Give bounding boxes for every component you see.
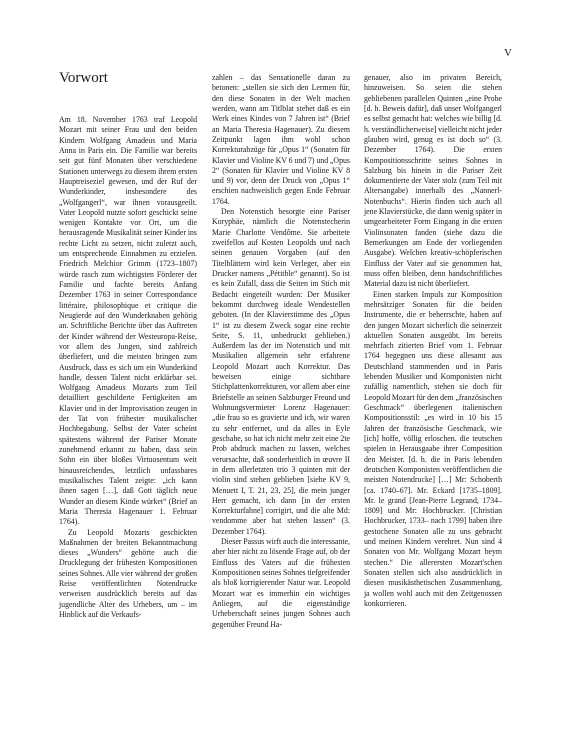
paragraph: zahlen – das Sensationelle daran zu betonen: „stellen sie sich den Lermen für, den diese Sonaten in der Welt machen werden, wann am Titlblat stehet daß es ein Werk eines Kindes von 7 Jahren ist“ (Brief an Maria Theresia Hagenauer). Zu diesem Zeitpunkt lagen ihm wohl schon Korrekturabzüge für „Opus 1“ (Sonaten für Klavier und Violine KV 6 und 7) und „Opus 2“ (Sonaten für Klavier und Violine KV 8 und 9) vor, denn der Druck von „Opus 1“ erschien nachweislich gegen Ende Februar 1764. bbox=[212, 73, 350, 206]
paragraph: Einen starken Impuls zur Komposition mehrsätziger Sonaten für die beiden Instrumente, die er beherrschte, haben auf den jungen Mozart sicherlich die seinerzeit aktuellen Sonaten ausgeübt. Im bereits mehrfach zitierten Brief vom 1. Februar 1764 begegnen uns diese allesamt aus Deutschland stammenden und in Paris lebenden Musiker und Komponisten nicht zufällig namentlich, stehen sie doch für Leopold Mozart für den dem „französischen Geschmack“ überlegenen italienischen Kompositionsstil: „es wird in 10 bis 15 Jahren der französische Geschmack, wie [ich] hoffe, völlig erloschen. die teutschen spielen in Herausgaabe ihrer Composition den Meister. [d. h. die in Paris lebenden deutschen Komponisten veröffentlichen die meisten Notendrucke] […] Mr: Schoberth [ca. 1740–67]. Mr. Eckard [1735–1809]. Mr. le grand [Jean-Pierre Legrand, 1734–1809] und Mr: Hochbrucker. [Christian Hochbrucker, 1733– nach 1799] haben ihre gestochene Sonaten alle zu uns gebracht und meinen Kindern verehret. Nun sind 4 Sonaten von Mr. Wolfgang Mozart beym stechen.“ Die allerersten Mozart'schen Sonaten stellen sich also ausdrücklich in diesen musikästhetischen Zusammenhang, ja wollen wohl auch mit den Zeitgenossen konkurrieren. bbox=[364, 289, 502, 608]
text-column-2 bbox=[212, 73, 350, 630]
text-column-3 bbox=[364, 73, 502, 609]
page-heading: Vorwort bbox=[59, 70, 108, 86]
paragraph: Dieser Passus wirft auch die interessante, aber hier nicht zu lösende Frage auf, ob der Einfluss des Vaters auf die frühesten Kompositionen seines Sohnes tiefgreifender als bloß korrigierender Natur war. Leopold Mozart war es immerhin ein wichtiges Anliegen, auf die eigenständige Urheberschaft seines jungen Sohnes auch gegenüber Freund Ha- bbox=[212, 537, 350, 629]
paragraph: genauer, also im privaten Bereich, hinzuweisen. So seien die stehen gebliebenen parallelen Quinten „eine Probe [d. h. Beweis dafür], daß unser Wolfgangerl es selbst gemacht hat: welches wie billig [d. h. verständlicherweise] vielleicht nicht jeder glauben wird, genug es ist doch so“ (3. Dezember 1764). Die ersten Kompositionsschritte seines Sohnes in Salzburg bis hinein in die Pariser Zeit dokumentierte der Vater stolz (zum Teil mit Altersangabe) innerhalb des „Nannerl-Notenbuchs“. Hierin finden sich auch all jene Klavierstücke, die dann wenig später in umgearbeiteter Form Eingang in die ersten Violinsonaten fanden (siehe dazu die Bemerkungen am Ende der vorliegenden Ausgabe). Welchen kreativ-schöpferischen Einfluss der Vater auf sie genommen hat, muss offen bleiben, denn handschriftliches Material dazu ist nicht überliefert. bbox=[364, 73, 502, 289]
page-number: V bbox=[504, 47, 512, 59]
paragraph: Am 18. November 1763 traf Leopold Mozart mit seiner Frau und den beiden Kindern Wolfgang Amadeus und Maria Anna in Paris ein. Die Familie war bereits seit gut fünf Monaten über verschiedene Stationen unterwegs zu diesem ihrem ersten Hauptreiseziel gewesen, und der Ruf der Wunderkinder, insbesondere des „Wolfgangerl“, war ihnen vorausgeeilt. Vater Leopold nutzte sofort geschickt seine wenigen Kontakte vor Ort, um die herausragende Musikalität seiner Kinder ins rechte Licht zu setzen, nicht zuletzt auch, um entsprechende Einnahmen zu erzielen. Friedrich Melchior Grimm (1723–1807) würde rasch zum wichtigsten Förderer der Familie und fachte bereits Anfang Dezember 1763 in seiner Correspondance littéraire, philosophique et critique die Neugierde auf den Wunderknaben gehörig an. Schriftliche Berichte über das Auftreten der Kinder während der Westeuropa-Reise, vor allem des Jungen, sind zahlreich überliefert, und die meisten bringen zum Ausdruck, dass es sich um ein Wunderkind handle, dessen Talent nicht erklärbar sei. Wolfgang Amadeus Mozarts zum Teil detailliert geschilderte Fertigkeiten am Klavier und in der Improvisation zeugen in der Tat von frühester musikalischer Hochbegabung. Selbst der Vater scheint spätestens während der Pariser Monate zunehmend erkannt zu haben, dass sein Sohn ein über bloßes Virtuosentum weit hinausreichendes, letztlich unfassbares musikalisches Talent zeigte: „ich kann ihnen sagen […], daß Gott täglich neue Wunder an diesem Kinde würket“ (Brief an Maria Theresia Hagenauer 1. Februar 1764). bbox=[59, 115, 197, 527]
text-column-1 bbox=[59, 115, 197, 620]
paragraph: Zu Leopold Mozarts geschickten Maßnahmen der breiten Bekanntmachung dieses „Wunders“ gehörte auch die Drucklegung der frühesten Kompositionen seines Sohnes. Alle vier während der großen Reise veröffentlichten Notendrucke verweisen ausdrücklich bereits auf das jugendliche Alter des Urhebers, um – im Hinblick auf die Verkaufs- bbox=[59, 527, 197, 619]
paragraph: Den Notenstich besorgte eine Pariser Koryphäe, nämlich die Notenstecherin Marie Charlotte Vendôme. Sie arbeitete zweifellos auf Kosten Leopolds und nach seinen genauen Vorgaben (auf den Titelblättern wird kein Verleger, aber ein Drucker namens „Pétitble“ genannt). So ist es kein Zufall, dass die Seiten im Stich mit Bedacht eingeteilt wurden: Der Musiker bekommt durchweg ideale Wendestellen geboten. (In der Klavierstimme des „Opus 1“ ist zu diesem Zweck sogar eine rechte Seite, S. 11, unbedruckt geblieben.) Außerdem las der im Notenstich und mit Musikalien allgemein sehr erfahrene Leopold Mozart auch Korrektur. Das beweisen einige sichtbare Stichplattenkorrekturen, vor allem aber eine Briefstelle an seinen Salzburger Freund und Wohnungsvermieter Lorenz Hagenauer: „die frau so es gravierte und ich, wir waren zu sehr entfernet, und da alles in Eyle geschahe, so hat ich nicht mehr zeit eine 2te Prob abdruck machen zu lassen, welches verursachte, daß sonderheitlich in œuvre II in dem allerletzten trio 3 quinten mit der violin sind stehen geblieben [siehe KV 9, Menuett I, T. 21, 23, 25], die mein junger Herr gemacht, ich dann [in der ersten Korrekturfahne] corrigirt, und die alte Md: vendomme aber hat stehen lassen“ (3. Dezember 1764). bbox=[212, 207, 350, 536]
